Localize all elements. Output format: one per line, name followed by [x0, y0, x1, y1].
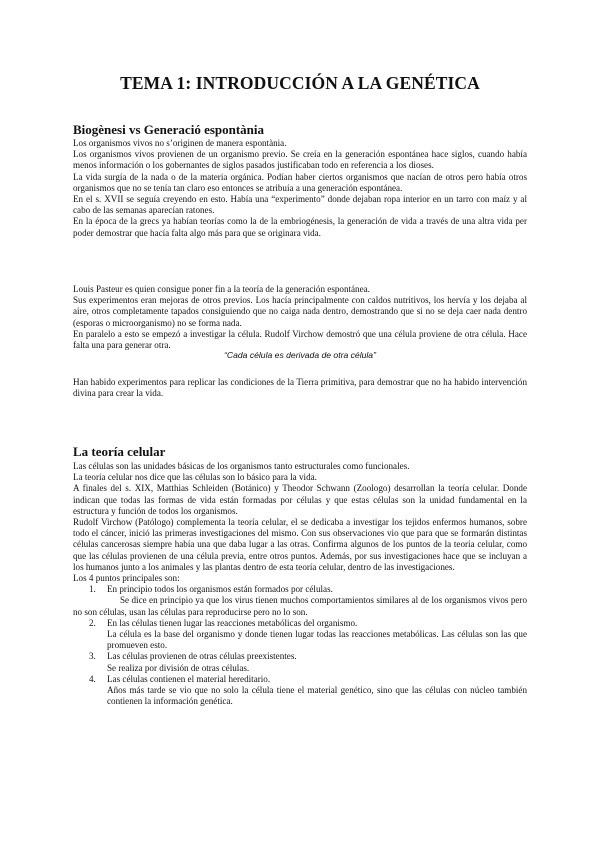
list-item	[73, 584, 527, 618]
quote: “Cada célula es derivada de otra célula”	[224, 350, 376, 360]
page-title: TEMA 1: INTRODUCCIÓN A LA GENÉTICA	[120, 73, 480, 93]
list-item-title: En las células tienen lugar las reacciones metabólicas del organismo.	[107, 617, 358, 628]
list-item	[73, 618, 527, 652]
list-number: 4.	[89, 673, 96, 684]
paragraph: Louis Pasteur es quien consigue poner fin a la teoría de la generación espontánea.	[73, 284, 370, 294]
list-item-detail: Años más tarde se vio que no solo la célula tiene el material genético, sino que las células con núcleo también contienen la información genética.	[107, 685, 527, 707]
list-item-title: Las células contienen el material hereditario.	[107, 673, 271, 684]
list-item-detail: La célula es la base del organismo y donde tienen lugar todas las reacciones metabólicas. Las células son las que promueven esto.	[107, 629, 527, 651]
paragraph: En paralelo a esto se empezó a investigar la célula. Rudolf Virchow demostró que una célula proviene de otra célula. Hace falta una para generar otra.	[73, 328, 527, 351]
list-item-detail: Se dice en principio ya que los virus tienen muchos comportamientos similares al de los organismos vivos pero no son células, usan las células para reproducirse pero no lo son.	[73, 595, 527, 617]
quote-block	[73, 350, 527, 361]
section-heading-biogenesis: Biogènesi vs Generació espontània	[73, 122, 265, 137]
list-number: 1.	[89, 584, 96, 595]
list-number: 2.	[89, 617, 96, 628]
list-item-title: Las células provienen de otras células preexistentes.	[107, 651, 297, 662]
paragraph: En la época de la grecs ya habían teorías como la de la embriogénesis, la generación de vida a través de una altra vida per poder demostrar que hacía falta algo más para que se originara vida.	[73, 216, 527, 238]
section-heading-cell-theory: La teoría celular	[73, 444, 166, 459]
principles-list	[73, 584, 527, 707]
paragraph: Los organismos vivos no s’originen de manera espontània.	[73, 138, 287, 148]
list-item	[73, 674, 527, 708]
list-number: 3.	[89, 651, 96, 662]
section-body-cell-theory	[73, 461, 527, 707]
paragraph: En el s. XVII se seguía creyendo en esto. Había una “experimento” donde dejaban ropa interior en un tarro con maíz y al cabo de las semanas aparecían ratones.	[73, 194, 527, 216]
list-item-detail: Se realiza por división de otras células.	[107, 662, 250, 673]
paragraph: Han habido experimentos para replicar las condiciones de la Tierra primitiva, para demostrar que no ha habido intervención divina para crear la vida.	[73, 377, 527, 399]
paragraph: La teoría celular nos dice que las células son lo básico para la vida.	[73, 472, 317, 483]
paragraph: Rudolf Virchow (Patólogo) complementa la teoría celular, el se dedicaba a investigar los tejidos enfermos humanos, sobre todo el cáncer, inició las primeras investigaciones del mismo. Con sus observaciones vio que para que se formarán distintas células cancerosas siempre había una que daba lugar a las otras. Confirma algunos de los puntos de la teoría celular, como que las células provienen de una célula previa, entre otros puntos. Además, por sus investigaciones hace que se incluyan a los humanos junto a los animales y las plantas dentro de esta teoría celular, dentro de las investigaciones.	[73, 517, 527, 572]
list-item-title: En principio todos los organismos están formados por células.	[107, 584, 333, 595]
section-body-pasteur	[73, 284, 527, 351]
list-item	[73, 651, 527, 673]
paragraph: A finales del s. XIX, Matthias Schleiden (Botánico) y Theodor Schwann (Zoologo) desarrollan la teoría celular. Donde indican que todas las formas de vida están formadas por células y que estas células son la unidad fundamental en la estructura y función de todos los organismos.	[73, 483, 527, 516]
paragraph: Los organismos vivos provienen de un organismo previo. Se creía en la generación espontánea hace siglos, cuando había menos información o los gobernantes de siglos pasados justificaban todo en referencia a los dioses.	[73, 149, 527, 171]
paragraph: Los 4 puntos principales son:	[73, 573, 180, 584]
section-body-experiments	[73, 377, 527, 399]
paragraph: La vida surgía de la nada o de la materia orgánica. Podían haber ciertos organismos que nacían de otros pero había otros organismos que no se tenía tan claro eso entonces se atribuía a una generación espontánea.	[73, 171, 527, 193]
paragraph: Sus experimentos eran mejoras de otros previos. Los hacía principalmente con caldos nutritivos, los hervía y los dejaba al aire, otros completamente tapados consiguiendo que no caiga nada dentro, demostrando que si no se deja caer nada dentro (esporas o microorganismo) no se forma nada.	[73, 295, 527, 328]
section-body-biogenesis	[73, 138, 527, 239]
paragraph: Las células son las unidades básicas de los organismos tanto estructurales como funcionales.	[73, 461, 410, 471]
